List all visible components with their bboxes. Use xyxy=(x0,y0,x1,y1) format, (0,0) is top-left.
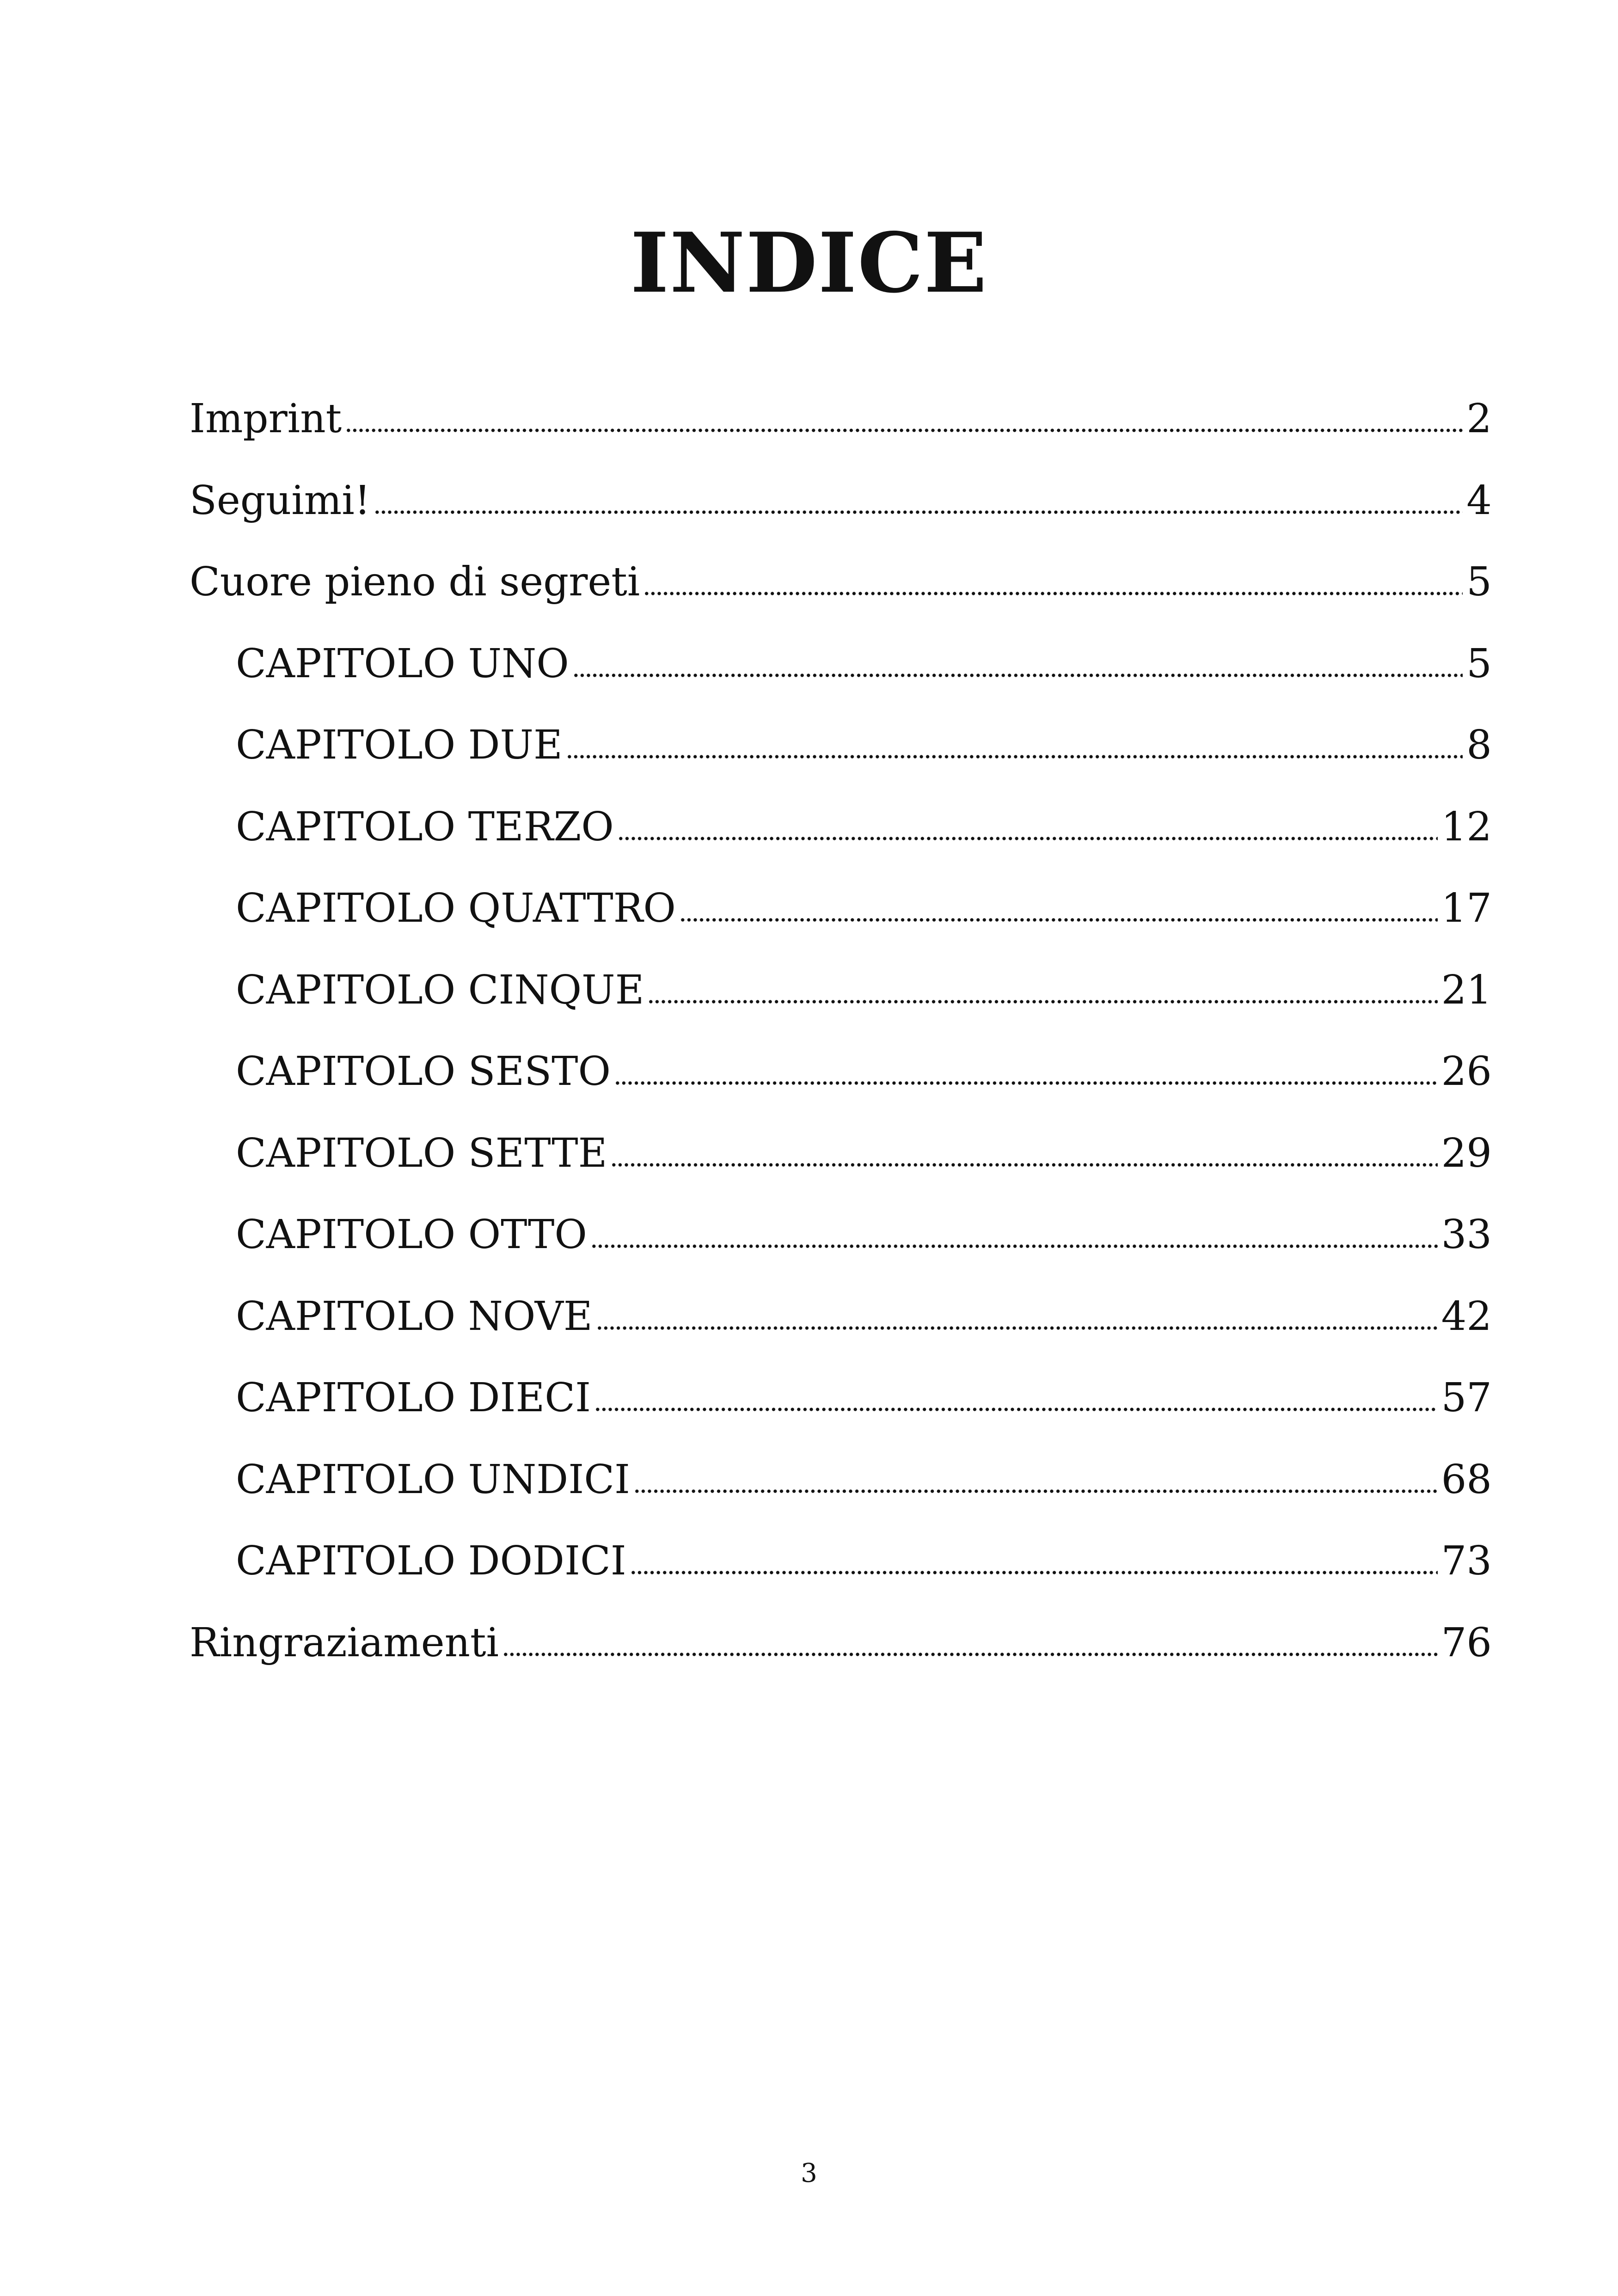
toc-entry-label: CAPITOLO UNO xyxy=(236,640,569,687)
toc-entry-label: CAPITOLO TERZO xyxy=(236,803,614,850)
dot-leader xyxy=(634,1488,1438,1494)
table-of-contents xyxy=(190,378,1492,1684)
toc-entry-page: 5 xyxy=(1466,559,1492,605)
dot-leader xyxy=(680,917,1438,923)
toc-chapter-entry[interactable] xyxy=(190,704,1492,786)
toc-entry-label: CAPITOLO DUE xyxy=(236,722,563,768)
dot-leader xyxy=(573,673,1463,678)
toc-chapter-entry[interactable] xyxy=(190,1357,1492,1439)
toc-entry-page: 29 xyxy=(1441,1130,1492,1176)
toc-entry-page: 8 xyxy=(1466,722,1492,768)
dot-leader xyxy=(594,1407,1438,1412)
dot-leader xyxy=(618,836,1438,841)
dot-leader xyxy=(503,1652,1438,1657)
toc-entry-label: CAPITOLO DIECI xyxy=(236,1375,591,1421)
dot-leader xyxy=(614,1080,1438,1086)
dot-leader xyxy=(630,1570,1438,1575)
toc-chapter-entry[interactable] xyxy=(190,1194,1492,1276)
toc-chapter-entry[interactable] xyxy=(190,1520,1492,1602)
toc-entry[interactable] xyxy=(190,541,1492,623)
dot-leader xyxy=(591,1243,1438,1249)
toc-entry-page: 5 xyxy=(1466,640,1492,687)
toc-chapter-entry[interactable] xyxy=(190,1113,1492,1194)
toc-chapter-entry[interactable] xyxy=(190,786,1492,868)
toc-entry-label: Imprint xyxy=(190,396,342,442)
dot-leader xyxy=(611,1162,1437,1168)
toc-entry-page: 21 xyxy=(1441,967,1492,1013)
toc-entry-label: CAPITOLO DODICI xyxy=(236,1538,626,1584)
toc-entry-label: Cuore pieno di segreti xyxy=(190,559,640,605)
dot-leader xyxy=(596,1325,1438,1331)
toc-entry-page: 12 xyxy=(1441,803,1492,850)
toc-entry[interactable] xyxy=(190,378,1492,460)
dot-leader xyxy=(566,754,1463,759)
toc-chapter-entry[interactable] xyxy=(190,949,1492,1031)
toc-entry-page: 42 xyxy=(1441,1293,1492,1340)
toc-entry-page: 4 xyxy=(1466,477,1492,524)
toc-entry[interactable] xyxy=(190,460,1492,542)
toc-chapter-entry[interactable] xyxy=(190,623,1492,705)
toc-entry-page: 57 xyxy=(1441,1375,1492,1421)
toc-entry-page: 68 xyxy=(1441,1456,1492,1503)
toc-entry-label: CAPITOLO OTTO xyxy=(236,1212,587,1258)
dot-leader xyxy=(644,591,1463,596)
toc-entry-label: CAPITOLO SESTO xyxy=(236,1048,611,1095)
toc-chapter-entry[interactable] xyxy=(190,1276,1492,1358)
dot-leader xyxy=(345,428,1463,433)
toc-entry-page: 73 xyxy=(1441,1538,1492,1584)
page-title: INDICE xyxy=(630,214,988,312)
toc-entry[interactable] xyxy=(190,1602,1492,1684)
toc-entry-label: Seguimi! xyxy=(190,477,371,524)
toc-entry-page: 2 xyxy=(1466,396,1492,442)
dot-leader xyxy=(648,999,1437,1004)
toc-entry-page: 76 xyxy=(1441,1619,1492,1666)
toc-chapter-entry[interactable] xyxy=(190,1439,1492,1521)
toc-entry-label: CAPITOLO SETTE xyxy=(236,1130,607,1176)
toc-chapter-entry[interactable] xyxy=(190,868,1492,949)
dot-leader xyxy=(374,509,1463,515)
toc-entry-page: 17 xyxy=(1441,885,1492,931)
toc-entry-label: CAPITOLO UNDICI xyxy=(236,1456,630,1503)
toc-entry-page: 26 xyxy=(1441,1048,1492,1095)
toc-entry-page: 33 xyxy=(1441,1212,1492,1258)
toc-chapter-entry[interactable] xyxy=(190,1031,1492,1113)
toc-entry-label: CAPITOLO NOVE xyxy=(236,1293,593,1340)
toc-entry-label: Ringraziamenti xyxy=(190,1619,499,1666)
toc-entry-label: CAPITOLO CINQUE xyxy=(236,967,644,1013)
page-number: 3 xyxy=(801,2158,817,2188)
toc-entry-label: CAPITOLO QUATTRO xyxy=(236,885,676,931)
